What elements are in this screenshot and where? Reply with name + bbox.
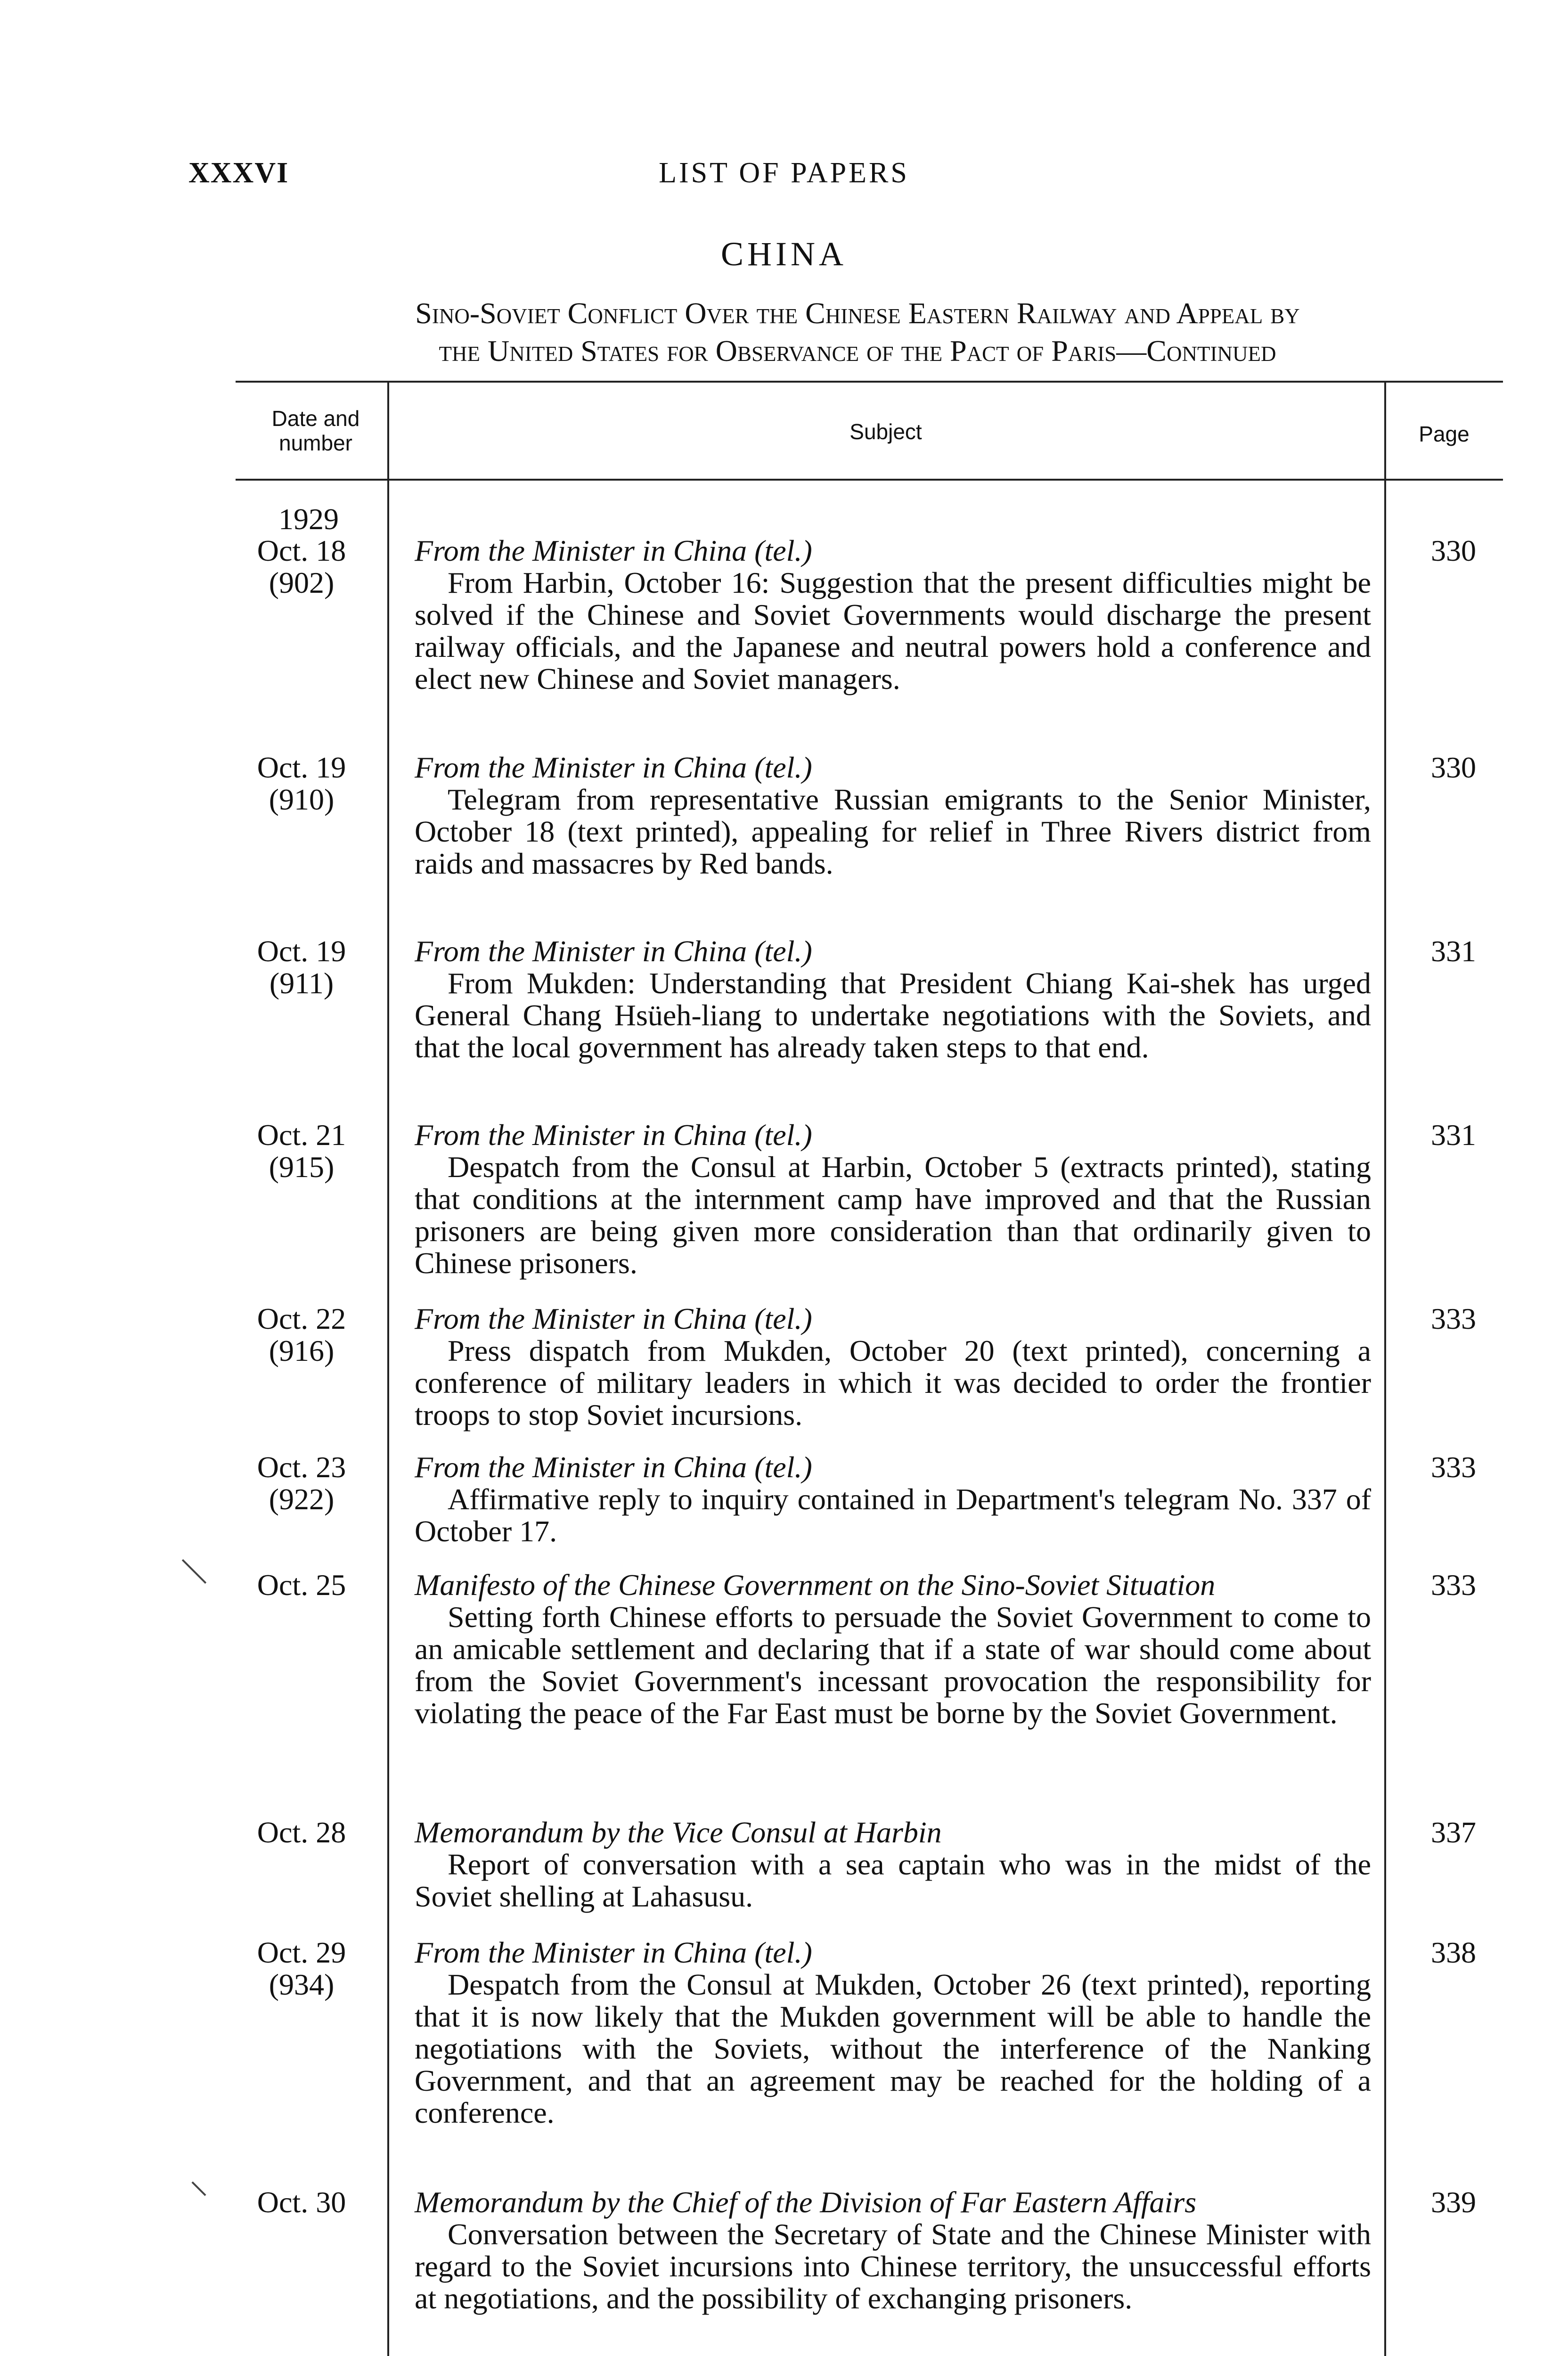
row-number-text: (916): [269, 1334, 335, 1367]
row-7-subject: [415, 1569, 1371, 1729]
row-2-date: [231, 752, 372, 816]
row-8-subject: [415, 1816, 1371, 1913]
row-date-text: Oct. 25: [257, 1568, 346, 1602]
table-header-rule: [236, 479, 1503, 481]
row-9-subject: [415, 1937, 1371, 2129]
row-1-page: 330: [1431, 534, 1476, 567]
row-9-date: [231, 1937, 372, 2001]
column-header-date: [245, 406, 386, 455]
row-3-date: [231, 935, 372, 999]
row-description: Setting forth Chinese efforts to persuade the Soviet Government to come to an amicable settlement and declaring that if a state of war should come about from the Soviet Government's incessant provocation the responsibility for violating the peace of the Far East must be borne by the Soviet Government.: [415, 1600, 1371, 1730]
row-4-date: [231, 1119, 372, 1183]
row-6-subject: [415, 1451, 1371, 1547]
row-date-text: Oct. 18: [257, 534, 346, 567]
row-description: Conversation between the Secretary of State and the Chinese Minister with regard to the Soviet incursions into Chinese territory, the unsuccessful efforts at negotiations, and the possibility of exchanging prisoners.: [415, 2217, 1371, 2315]
row-number-text: (910): [269, 783, 335, 816]
row-heading: From the Minister in China (tel.): [415, 1450, 812, 1484]
row-6-date: [231, 1451, 372, 1515]
row-8-date: [231, 1816, 372, 1849]
column-header-subject: Subject: [849, 419, 922, 444]
row-9-page: 338: [1431, 1936, 1476, 1969]
row-date-text: Oct. 19: [257, 751, 346, 784]
row-10-page: 339: [1431, 2185, 1476, 2219]
year-label: 1929: [278, 502, 339, 536]
row-date-text: Oct. 28: [257, 1816, 346, 1849]
row-heading: Memorandum by the Vice Consul at Harbin: [415, 1816, 942, 1849]
row-date-text: Oct. 23: [257, 1450, 346, 1484]
running-head: [0, 156, 1568, 199]
country-heading: CHINA: [721, 235, 847, 273]
row-1-date: [231, 535, 372, 599]
row-8-page: 337: [1431, 1816, 1476, 1849]
row-description: Press dispatch from Mukden, October 20 (text printed), concerning a conference of military leaders in which it was decided to order the frontier troops to stop Soviet incursions.: [415, 1334, 1371, 1432]
column-header-date-line-2: number: [279, 431, 352, 455]
row-heading: From the Minister in China (tel.): [415, 751, 812, 784]
row-heading: From the Minister in China (tel.): [415, 1118, 812, 1152]
row-date-text: Oct. 19: [257, 934, 346, 968]
column-header-page: Page: [1419, 422, 1470, 446]
row-description: Telegram from representative Russian emigrants to the Senior Minister, October 18 (text printed), appealing for relief in Three Rivers district from raids and massacres by Red bands.: [415, 783, 1371, 880]
section-title: [198, 294, 1517, 370]
row-1-subject: [415, 535, 1371, 695]
row-heading: Memorandum by the Chief of the Division of Far Eastern Affairs: [415, 2185, 1197, 2219]
row-7-page: 333: [1431, 1568, 1476, 1602]
row-4-subject: [415, 1119, 1371, 1279]
row-description: Despatch from the Consul at Mukden, October 26 (text printed), reporting that it is now likely that the Mukden government will be able to handle the negotiations with the Soviets, without the interference of the Nanking Government, and that an agreement may be reached for the holding of a conference.: [415, 1968, 1371, 2129]
row-number-text: (934): [269, 1968, 335, 2001]
table-top-rule: [236, 381, 1503, 383]
row-description: From Mukden: Understanding that President Chiang Kai-shek has urged General Chang Hsüeh-liang to undertake negotiations with the Soviets, and that the local government has already taken steps to that end.: [415, 966, 1371, 1064]
row-5-date: [231, 1303, 372, 1367]
row-heading: From the Minister in China (tel.): [415, 1302, 812, 1335]
row-heading: From the Minister in China (tel.): [415, 534, 812, 567]
row-7-date: [231, 1569, 372, 1601]
row-2-subject: [415, 752, 1371, 880]
row-6-page: 333: [1431, 1450, 1476, 1484]
margin-check-mark: [191, 2181, 206, 2196]
running-title: LIST OF PAPERS: [659, 157, 909, 189]
row-5-subject: [415, 1303, 1371, 1431]
row-3-page: 331: [1431, 934, 1476, 968]
row-number-text: (915): [269, 1150, 335, 1184]
row-4-page: 331: [1431, 1118, 1476, 1152]
column-header-date-line-1: Date and: [271, 406, 360, 431]
row-date-text: Oct. 30: [257, 2185, 346, 2219]
row-10-subject: [415, 2186, 1371, 2315]
row-description: Affirmative reply to inquiry contained in Department's telegram No. 337 of October 17.: [415, 1482, 1371, 1548]
row-2-page: 330: [1431, 751, 1476, 784]
row-heading: From the Minister in China (tel.): [415, 934, 812, 968]
page-column-divider: [1384, 383, 1386, 2356]
row-description: Despatch from the Consul at Harbin, October 5 (extracts printed), stating that conditions at the internment camp have improved and that the Russian prisoners are being given more consideration than that ordinarily given to Chinese prisoners.: [415, 1150, 1371, 1280]
section-title-line-1: Sino-Soviet Conflict Over the Chinese Eastern Railway and Appeal by: [415, 296, 1300, 330]
row-date-text: Oct. 29: [257, 1936, 346, 1969]
row-number-text: (922): [269, 1482, 335, 1516]
row-description: Report of conversation with a sea captain who was in the midst of the Soviet shelling at Lahasusu.: [415, 1848, 1371, 1913]
row-heading: From the Minister in China (tel.): [415, 1936, 812, 1969]
date-column-divider: [387, 383, 389, 2356]
row-5-page: 333: [1431, 1302, 1476, 1335]
row-10-date: [231, 2186, 372, 2218]
section-title-line-2: the United States for Observance of the Pact of Paris—Continued: [439, 334, 1276, 368]
row-description: From Harbin, October 16: Suggestion that the present difficulties might be solved if the Chinese and Soviet Governments would discharge the present railway officials, and the Japanese and neutral powers hold a conference and elect new Chinese and Soviet managers.: [415, 566, 1371, 695]
row-3-subject: [415, 935, 1371, 1063]
page-folio: XXXVI: [188, 157, 289, 189]
row-heading: Manifesto of the Chinese Government on the Sino-Soviet Situation: [415, 1568, 1216, 1602]
row-number-text: (902): [269, 566, 335, 599]
row-date-text: Oct. 21: [257, 1118, 346, 1152]
row-number-text: (911): [269, 966, 334, 1000]
row-date-text: Oct. 22: [257, 1302, 346, 1335]
margin-check-mark: [182, 1559, 206, 1584]
